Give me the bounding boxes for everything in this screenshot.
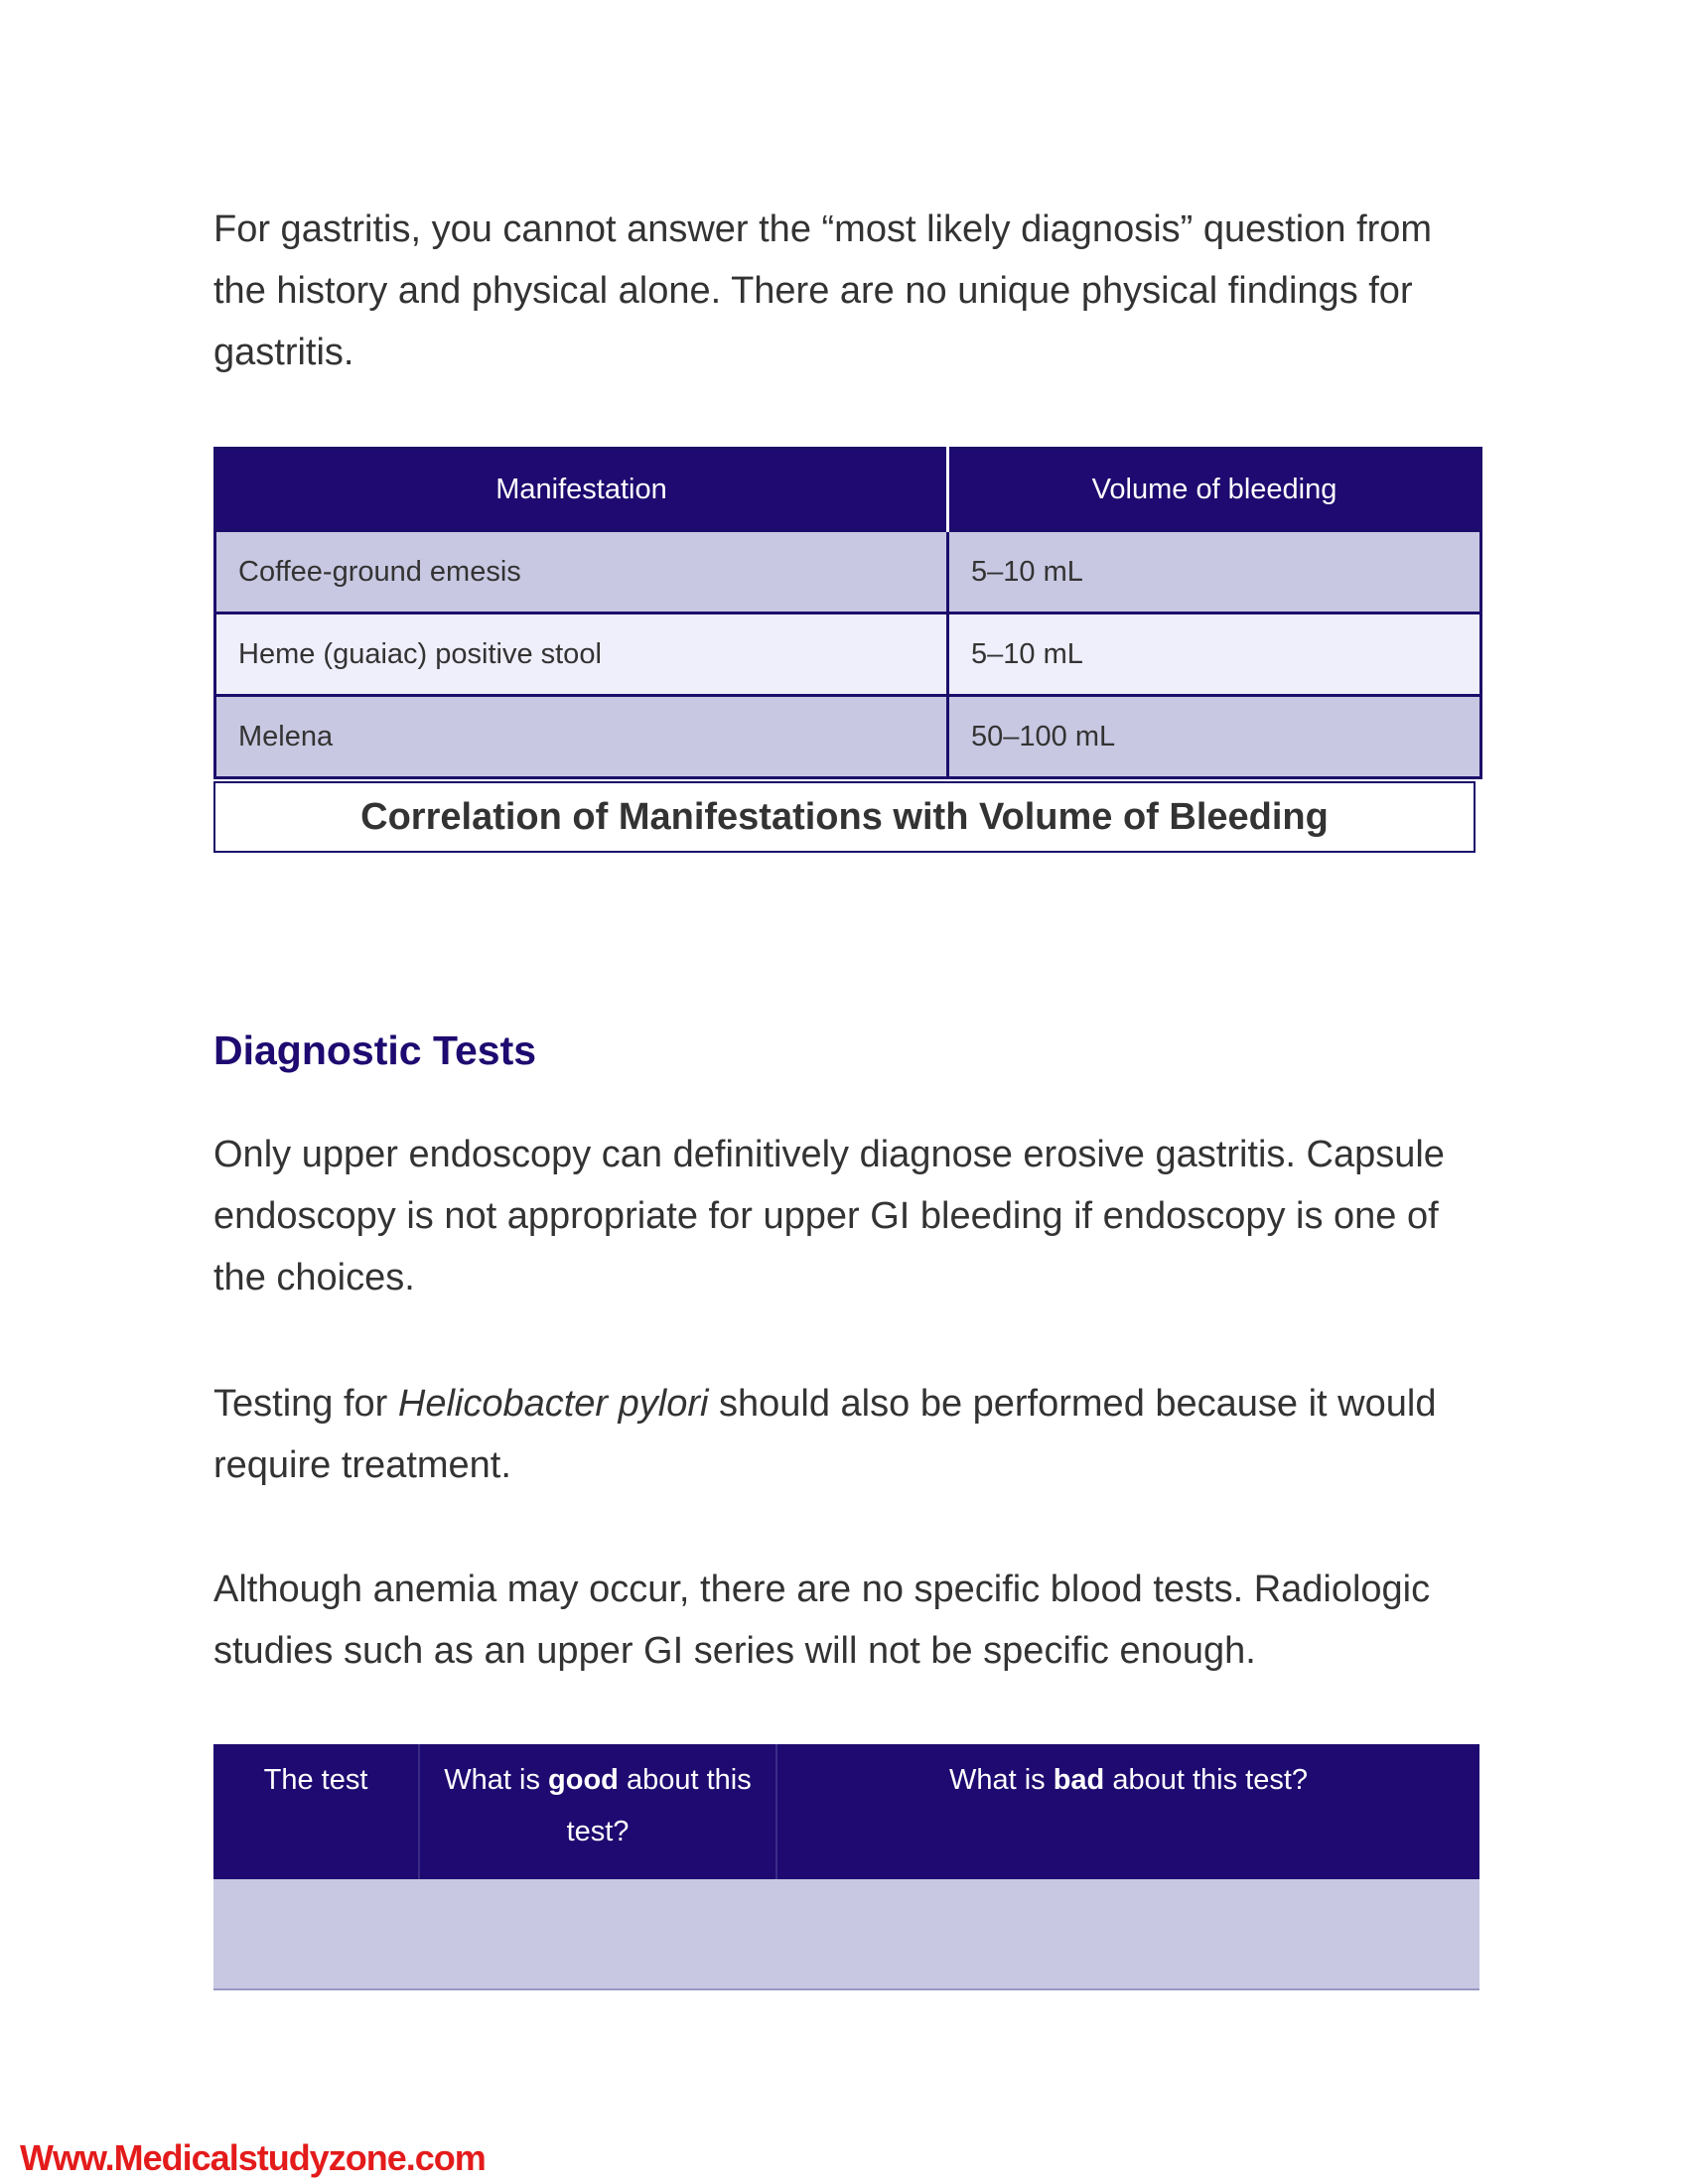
paragraph-anemia: Although anemia may occur, there are no specific blood tests. Radiologic studies such as an upper GI series will not be specific enough. xyxy=(213,1569,1431,1672)
cell-manifestation: Melena xyxy=(215,696,948,778)
header-good-before: What is xyxy=(444,1764,549,1796)
test-comparison-table xyxy=(213,1744,1479,1990)
p2-text-after: should also be performed because it would require treatment. xyxy=(213,1383,1437,1486)
table-row xyxy=(215,696,1481,778)
header-good-after: about this test? xyxy=(566,1764,752,1847)
header-bad-bold: bad xyxy=(1053,1764,1105,1796)
paragraph-h-pylori xyxy=(213,1373,1479,1496)
section-heading: Diagnostic Tests xyxy=(213,1027,537,1073)
header-bad-after: about this test? xyxy=(1104,1764,1309,1796)
p2-italic-term: Helicobacter pylori xyxy=(397,1383,709,1425)
table-header-row xyxy=(215,449,1481,531)
table-row xyxy=(213,1879,1479,1990)
cell-volume: 5–10 mL xyxy=(948,531,1481,614)
table-row xyxy=(215,531,1481,614)
header-bad xyxy=(777,1744,1479,1879)
header-good-bold: good xyxy=(548,1764,619,1796)
intro-paragraph: For gastritis, you cannot answer the “most likely diagnosis” question from the history and physical alone. There are no unique physical findings for gastritis. xyxy=(213,208,1433,373)
header-bad-before: What is xyxy=(948,1764,1054,1796)
header-volume: Volume of bleeding xyxy=(948,449,1481,531)
cell-volume: 50–100 mL xyxy=(948,696,1481,778)
header-good xyxy=(420,1744,777,1879)
cell-volume: 5–10 mL xyxy=(948,614,1481,696)
paragraph-endoscopy: Only upper endoscopy can definitively diagnose erosive gastritis. Capsule endoscopy is not appropriate for upper GI bleeding if endoscopy is one of the choices. xyxy=(213,1134,1445,1298)
table-header-row xyxy=(213,1744,1479,1879)
p2-text-before: Testing for xyxy=(213,1383,398,1425)
cell-manifestation: Heme (guaiac) positive stool xyxy=(215,614,948,696)
table-row xyxy=(215,614,1481,696)
cell-manifestation: Coffee-ground emesis xyxy=(215,531,948,614)
bleeding-volume-table xyxy=(213,447,1482,779)
header-manifestation: Manifestation xyxy=(215,449,948,531)
table-caption: Correlation of Manifestations with Volume of Bleeding xyxy=(213,781,1476,853)
header-the-test: The test xyxy=(213,1744,420,1879)
watermark-text: Www.Medicalstudyzone.com xyxy=(20,2137,486,2178)
